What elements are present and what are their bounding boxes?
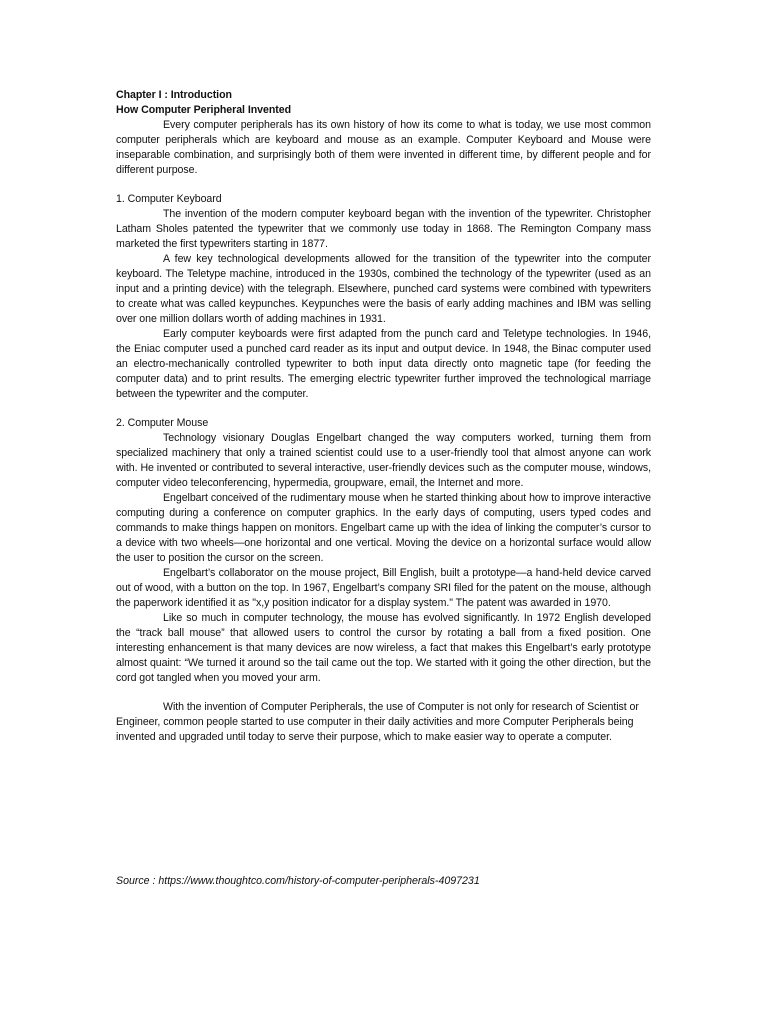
intro-paragraph: Every computer peripherals has its own history of how its come to what is today, we use most common computer peripherals which are keyboard and mouse as an example. Computer Keyboard and Mouse were inseparable combination, and surprisingly both of them were invented in different time, by different people and for different purpose. (116, 119, 651, 176)
conclusion-paragraph: With the invention of Computer Peripherals, the use of Computer is not only for research of Scientist or Engineer, common people started to use computer in their daily activities and more Computer Peripherals being invented and upgraded until today to serve their purpose, which to make easier way to operate a computer. (116, 701, 639, 743)
mouse-paragraph: Technology visionary Douglas Engelbart changed the way computers worked, turning them from specialized machinery that only a trained scientist could use to a user-friendly tool that almost anyone can work with. He invented or contributed to several interactive, user-friendly devices such as the computer mouse, windows, computer video teleconferencing, hypermedia, groupware, email, the Internet and more. (116, 432, 651, 489)
mouse-paragraph: Engelbart’s collaborator on the mouse project, Bill English, built a prototype—a hand-held device carved out of wood, with a button on the top. In 1967, Engelbart’s company SRI filed for the patent on the mouse, although the paperwork identified it as "x,y position indicator for a display system." The patent was awarded in 1970. (116, 567, 651, 609)
keyboard-paragraph: A few key technological developments allowed for the transition of the typewriter into the computer keyboard. The Teletype machine, introduced in the 1930s, combined the technology of the typewriter (used as an input and a printing device) with the telegraph. Elsewhere, punched card systems were combined with typewriters to create what was called keypunches. Keypunches were the basis of early adding machines and IBM was selling over one million dollars worth of adding machines in 1931. (116, 253, 651, 325)
chapter-title: Chapter I : Introduction (116, 89, 232, 101)
keyboard-heading: 1. Computer Keyboard (116, 193, 222, 205)
keyboard-paragraph: Early computer keyboards were first adapted from the punch card and Teletype technologies. In 1946, the Eniac computer used a punched card reader as its input and output device. In 1948, the Binac computer used an electro-mechanically controlled typewriter to both input data directly onto magnetic tape (for feeding the computer data) and to print results. The emerging electric typewriter further improved the technological marriage between the typewriter and the computer. (116, 328, 651, 400)
document-body (116, 88, 651, 745)
section-title: How Computer Peripheral Invented (116, 104, 291, 116)
mouse-paragraph: Like so much in computer technology, the mouse has evolved significantly. In 1972 English developed the “track ball mouse” that allowed users to control the cursor by rotating a ball from a fixed position. One interesting enhancement is that many devices are now wireless, a fact that makes this Engelbart’s early prototype almost quaint: “We turned it around so the tail came out the top. We started with it going the other direction, but the cord got tangled when you moved your arm. (116, 612, 651, 684)
mouse-paragraph: Engelbart conceived of the rudimentary mouse when he started thinking about how to improve interactive computing during a conference on computer graphics. In the early days of computing, users typed codes and commands to make things happen on monitors. Engelbart came up with the idea of linking the computer’s cursor to a device with two wheels—one horizontal and one vertical. Moving the device on a horizontal surface would allow the user to position the cursor on the screen. (116, 492, 651, 564)
paragraph-spacer (116, 686, 651, 700)
mouse-heading: 2. Computer Mouse (116, 417, 209, 429)
keyboard-paragraph: The invention of the modern computer keyboard began with the invention of the typewriter. Christopher Latham Sholes patented the typewriter that we commonly use today in 1868. The Remington Company mass marketed the first typewriters starting in 1877. (116, 208, 651, 250)
source-citation: Source : https://www.thoughtco.com/history-of-computer-peripherals-4097231 (116, 875, 480, 887)
